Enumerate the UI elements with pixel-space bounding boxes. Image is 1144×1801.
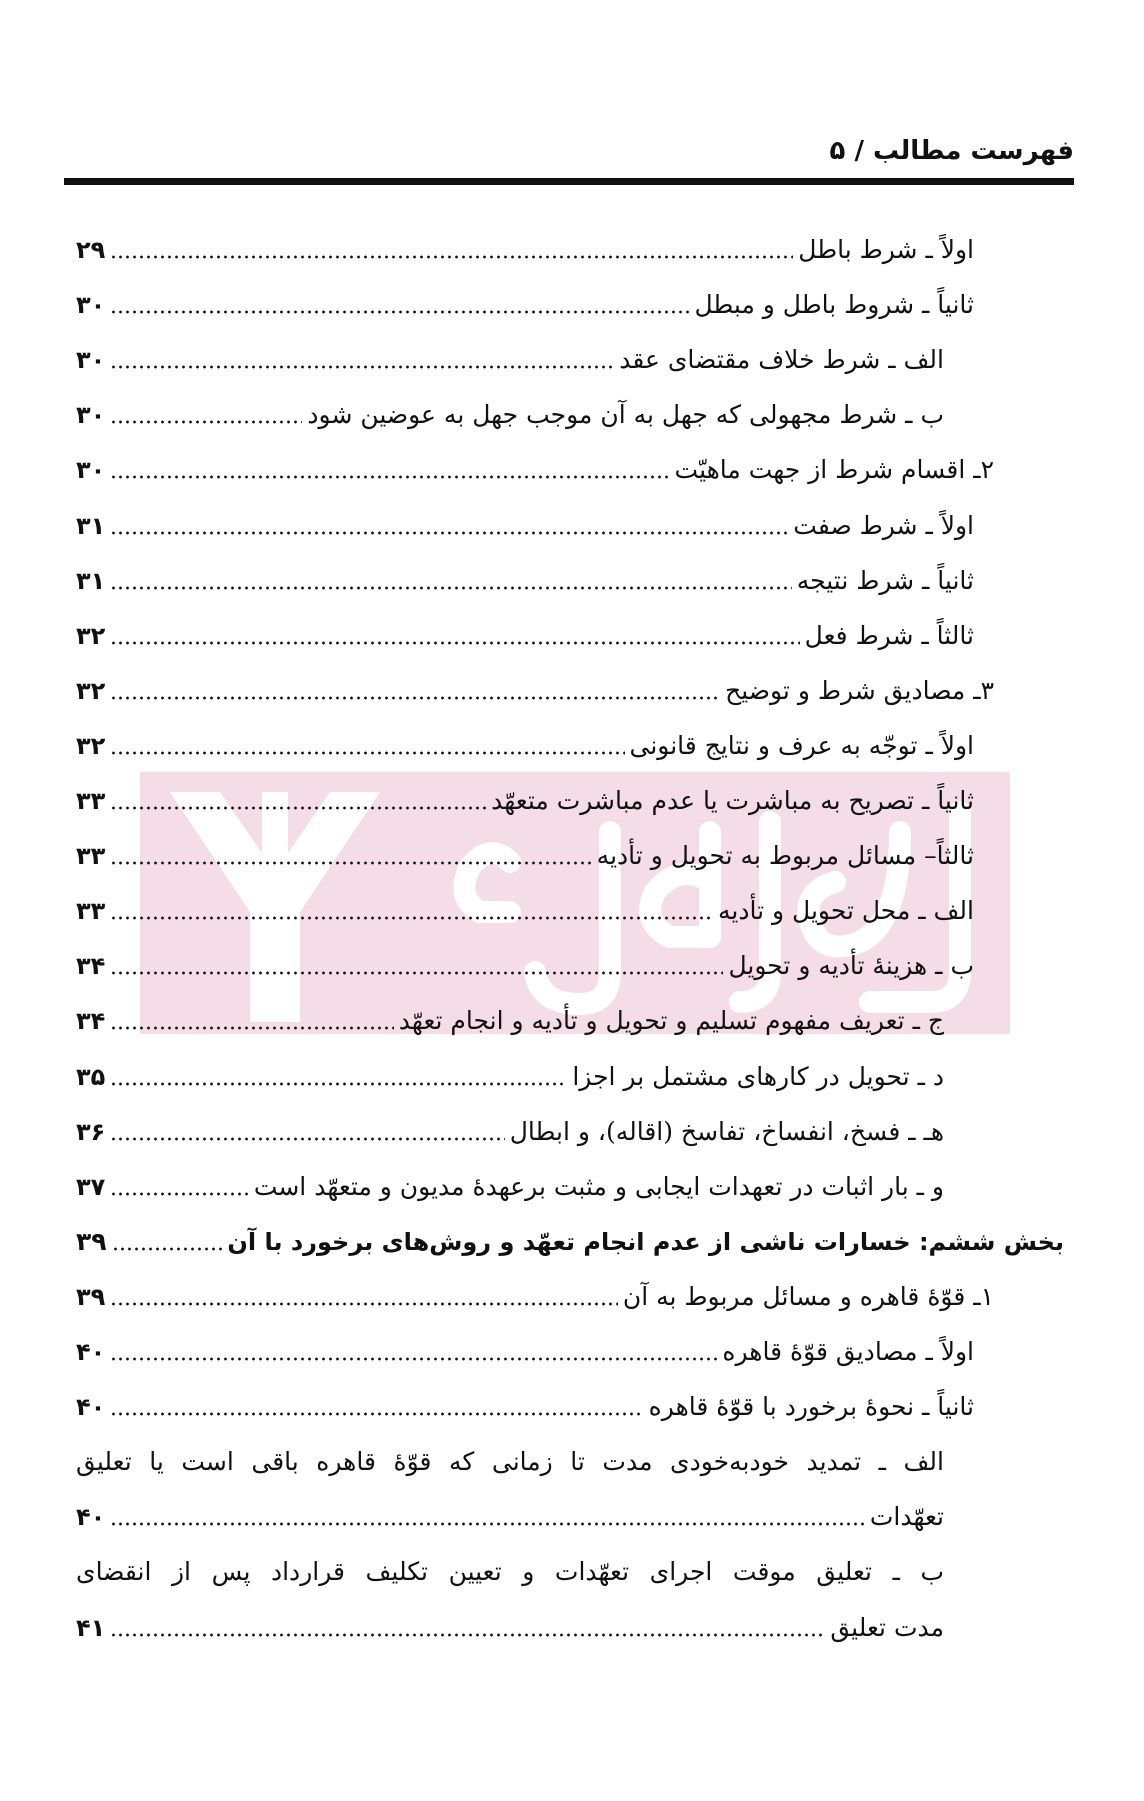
toc-entry-page: ۳۱	[76, 511, 106, 540]
toc-entry-title: ب ـ هزینۀ تأدیه و تحویل	[728, 951, 974, 981]
toc-entry-line: الف ـ تمدید خودبه‌خودی مدت تا زمانی که قوّۀ قاهره باقی است یا تعلیق	[76, 1447, 944, 1477]
page-header: فهرست مطالب / ۵	[829, 136, 1074, 166]
toc-entry-title: ثانیاً ـ تصریح به مباشرت یا عدم مباشرت متعهّد	[491, 786, 974, 815]
toc-entry-title: الف ـ محل تحویل و تأدیه	[717, 896, 974, 926]
dot-leader	[110, 806, 486, 810]
dot-leader	[110, 1026, 394, 1030]
toc-entry-page: ۳۹	[76, 1226, 107, 1256]
toc-entry	[76, 1000, 944, 1042]
dot-leader	[110, 1082, 567, 1086]
dot-leader	[110, 1192, 249, 1196]
toc-entry-title: اولاً ـ توجّه به عرف و نتایج قانونی	[629, 730, 974, 760]
toc-entry	[76, 725, 974, 767]
toc-entry-title: مدت تعلیق	[830, 1612, 944, 1642]
toc-entry-page: ۴۱	[76, 1613, 106, 1642]
toc-entry-title: ثانیاً ـ نحوۀ برخورد با قوّۀ قاهره	[648, 1392, 974, 1422]
toc-entry-page: ۳۳	[76, 842, 106, 871]
toc-entry-title: هـ ـ فسخ، انفساخ، تفاسخ (اقاله)، و ابطال	[509, 1116, 944, 1146]
toc-entry	[76, 835, 974, 877]
toc-entry-title: ۲ـ اقسام شرط از جهت ماهیّت	[674, 455, 994, 485]
dot-leader	[110, 1302, 618, 1306]
toc-entry-page: ۳۱	[76, 566, 106, 595]
dot-leader	[110, 365, 614, 369]
toc-entry-page: ۳۳	[76, 897, 106, 926]
toc-entry-title: الف ـ شرط خلاف مقتضای عقد	[619, 345, 944, 375]
toc-entry-page: ۳۲	[76, 731, 106, 760]
dot-leader	[110, 310, 689, 314]
toc-entry-title: ۳ـ مصادیق شرط و توضیح	[725, 675, 994, 705]
dot-leader	[110, 1137, 504, 1141]
dot-leader	[110, 420, 302, 424]
dot-leader	[110, 1357, 717, 1361]
toc-entry	[76, 945, 974, 987]
toc-entry	[76, 1221, 1064, 1263]
toc-entry-page: ۴۰	[76, 1338, 106, 1366]
toc-entry-page: ۲۹	[76, 236, 106, 264]
toc-entry	[76, 670, 994, 712]
toc-entry-title: بخش ششم: خسارات ناشی از عدم انجام تعهّد و روش‌های برخورد با آن	[227, 1227, 1064, 1256]
toc-entry-title: ثانیاً ـ شروط باطل و مبطل	[694, 290, 974, 320]
dot-leader	[110, 641, 799, 645]
toc-entry	[76, 229, 974, 271]
dot-leader	[110, 1522, 865, 1526]
toc-entry-page: ۳۳	[76, 787, 106, 815]
toc-entry-title: اولاً ـ شرط صفت	[793, 510, 974, 540]
toc-entry	[76, 1496, 944, 1538]
dot-leader	[110, 255, 793, 259]
dot-leader	[110, 1633, 825, 1637]
toc-entry-page: ۴۰	[76, 1393, 106, 1422]
toc-entry-title: ب ـ شرط مجهولی که جهل به آن موجب جهل به عوضین شود	[307, 400, 944, 430]
toc-entry	[76, 1056, 944, 1098]
toc-entry-title: ج ـ تعریف مفهوم تسلیم و تحویل و تأدیه و انجام تعهّد	[398, 1006, 944, 1036]
toc-entry-title: اولاً ـ مصادیق قوّۀ قاهره	[722, 1337, 974, 1366]
toc-entry-page: ۳۴	[76, 952, 106, 981]
dot-leader	[110, 696, 720, 700]
dot-leader	[112, 1247, 223, 1251]
dot-leader	[110, 531, 788, 535]
toc-entry-title: ۱ـ قوّۀ قاهره و مسائل مربوط به آن	[622, 1281, 994, 1311]
toc-entry-page: ۳۰	[76, 346, 106, 375]
header-rule	[64, 178, 1074, 185]
dot-leader	[110, 1412, 643, 1416]
toc-entry	[76, 1607, 944, 1649]
toc-entry-title: تعهّدات	[869, 1502, 944, 1532]
toc-entry	[76, 1111, 944, 1153]
toc-entry-page: ۳۷	[76, 1172, 106, 1201]
toc-entry-line: ب ـ تعلیق موقت اجرای تعهّدات و تعیین تکلیف قرارداد پس از انقضای	[76, 1557, 944, 1587]
dot-leader	[110, 586, 791, 590]
toc-entry-page: ۳۴	[76, 1007, 106, 1036]
toc-entry-page: ۳۰	[76, 456, 106, 485]
toc-entry-title: و ـ بار اثبات در تعهدات ایجابی و مثبت برعهدۀ مدیون و متعهّد است	[253, 1171, 944, 1201]
toc-entry-page: ۳۹	[76, 1282, 106, 1311]
dot-leader	[110, 751, 624, 755]
toc-entry-title: ثانیاً ـ شرط نتیجه	[796, 565, 974, 595]
dot-leader	[110, 861, 591, 865]
toc-entry	[76, 1331, 974, 1373]
toc-entry-title: ثالثاً– مسائل مربوط به تحویل و تأدیه	[596, 841, 974, 871]
toc-entry-title: ثالثاً ـ شرط فعل	[804, 620, 974, 650]
dot-leader	[110, 475, 669, 479]
toc-entry-page: ۳۶	[76, 1117, 106, 1146]
toc-entry-page: ۳۰	[76, 291, 106, 320]
toc-entry	[76, 394, 944, 436]
toc-entry	[76, 339, 944, 381]
toc-entry	[76, 505, 974, 547]
toc-entry	[76, 890, 974, 932]
toc-entry	[76, 780, 974, 822]
toc-entry-page: ۴۰	[76, 1503, 106, 1532]
dot-leader	[110, 916, 713, 920]
toc-entry-page: ۳۲	[76, 676, 106, 705]
toc-entry	[76, 449, 994, 491]
toc-entry	[76, 284, 974, 326]
toc-entry-page: ۳۰	[76, 401, 106, 430]
toc-entry	[76, 1386, 974, 1428]
toc-entry-page: ۳۲	[76, 621, 106, 650]
dot-leader	[110, 971, 723, 975]
toc-entry	[76, 560, 974, 602]
toc-entry-page: ۳۵	[76, 1062, 106, 1091]
toc-entry-title: د ـ تحویل در کارهای مشتمل بر اجزا	[572, 1061, 944, 1091]
toc-entry	[76, 1276, 994, 1318]
toc-entry-title: اولاً ـ شرط باطل	[798, 235, 974, 264]
toc-entry	[76, 615, 974, 657]
toc-entry	[76, 1166, 944, 1208]
